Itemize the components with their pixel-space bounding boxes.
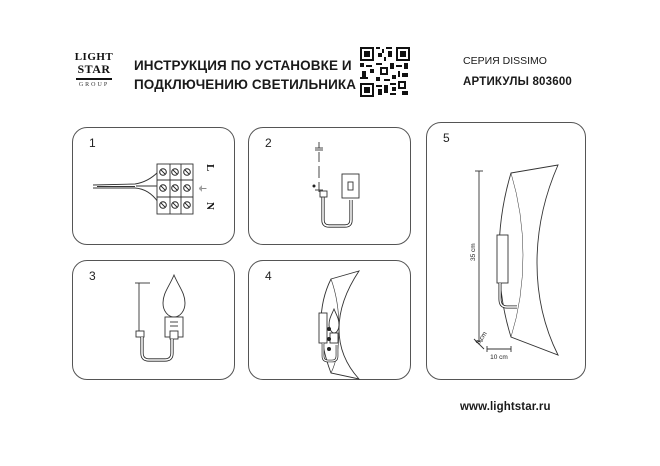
series-label: СЕРИЯ DISSIMO — [463, 55, 547, 67]
step-number: 5 — [443, 131, 450, 145]
logo-line-3: GROUP — [78, 82, 110, 88]
step-number: 3 — [89, 269, 96, 283]
step-number: 2 — [265, 136, 272, 150]
step-number: 1 — [89, 136, 96, 150]
assembled-fixture-illustration — [427, 123, 587, 381]
dimension-width: 10 cm — [490, 354, 508, 361]
screw-icon — [327, 327, 331, 331]
bracket-mount-illustration — [249, 128, 412, 246]
screw-icon — [327, 347, 331, 351]
step-number: 4 — [265, 269, 272, 283]
logo-rule — [76, 78, 112, 80]
step-4-panel — [248, 260, 411, 380]
title-line-1: ИНСТРУКЦИЯ ПО УСТАНОВКЕ И — [134, 58, 352, 73]
shade-attach-illustration — [249, 261, 412, 381]
qr-code — [360, 47, 410, 97]
title-line-2: ПОДКЛЮЧЕНИЮ СВЕТИЛЬНИКА — [134, 77, 357, 92]
terminal-label-neutral: N — [204, 202, 216, 210]
document-title — [134, 56, 356, 94]
step-5-panel — [426, 122, 586, 380]
screw-icon — [313, 185, 316, 188]
website-url: www.lightstar.ru — [460, 401, 551, 413]
step-2-panel — [248, 127, 411, 245]
step-3-panel — [72, 260, 235, 380]
terminal-block-illustration — [73, 128, 236, 246]
terminal-label-ground: ⏚ — [196, 184, 206, 194]
terminal-label-live: L — [204, 164, 216, 172]
bulb-install-illustration — [73, 261, 236, 381]
logo-line-1: LIGHT — [74, 51, 114, 63]
dimension-depth: 8 cm — [474, 330, 489, 347]
step-1-panel — [72, 127, 235, 245]
screw-icon — [327, 337, 331, 341]
logo-line-2: STAR — [77, 62, 111, 76]
dimension-height: 35 cm — [470, 243, 477, 261]
article-label: АРТИКУЛЫ 803600 — [463, 76, 573, 88]
brand-logo — [72, 50, 116, 100]
